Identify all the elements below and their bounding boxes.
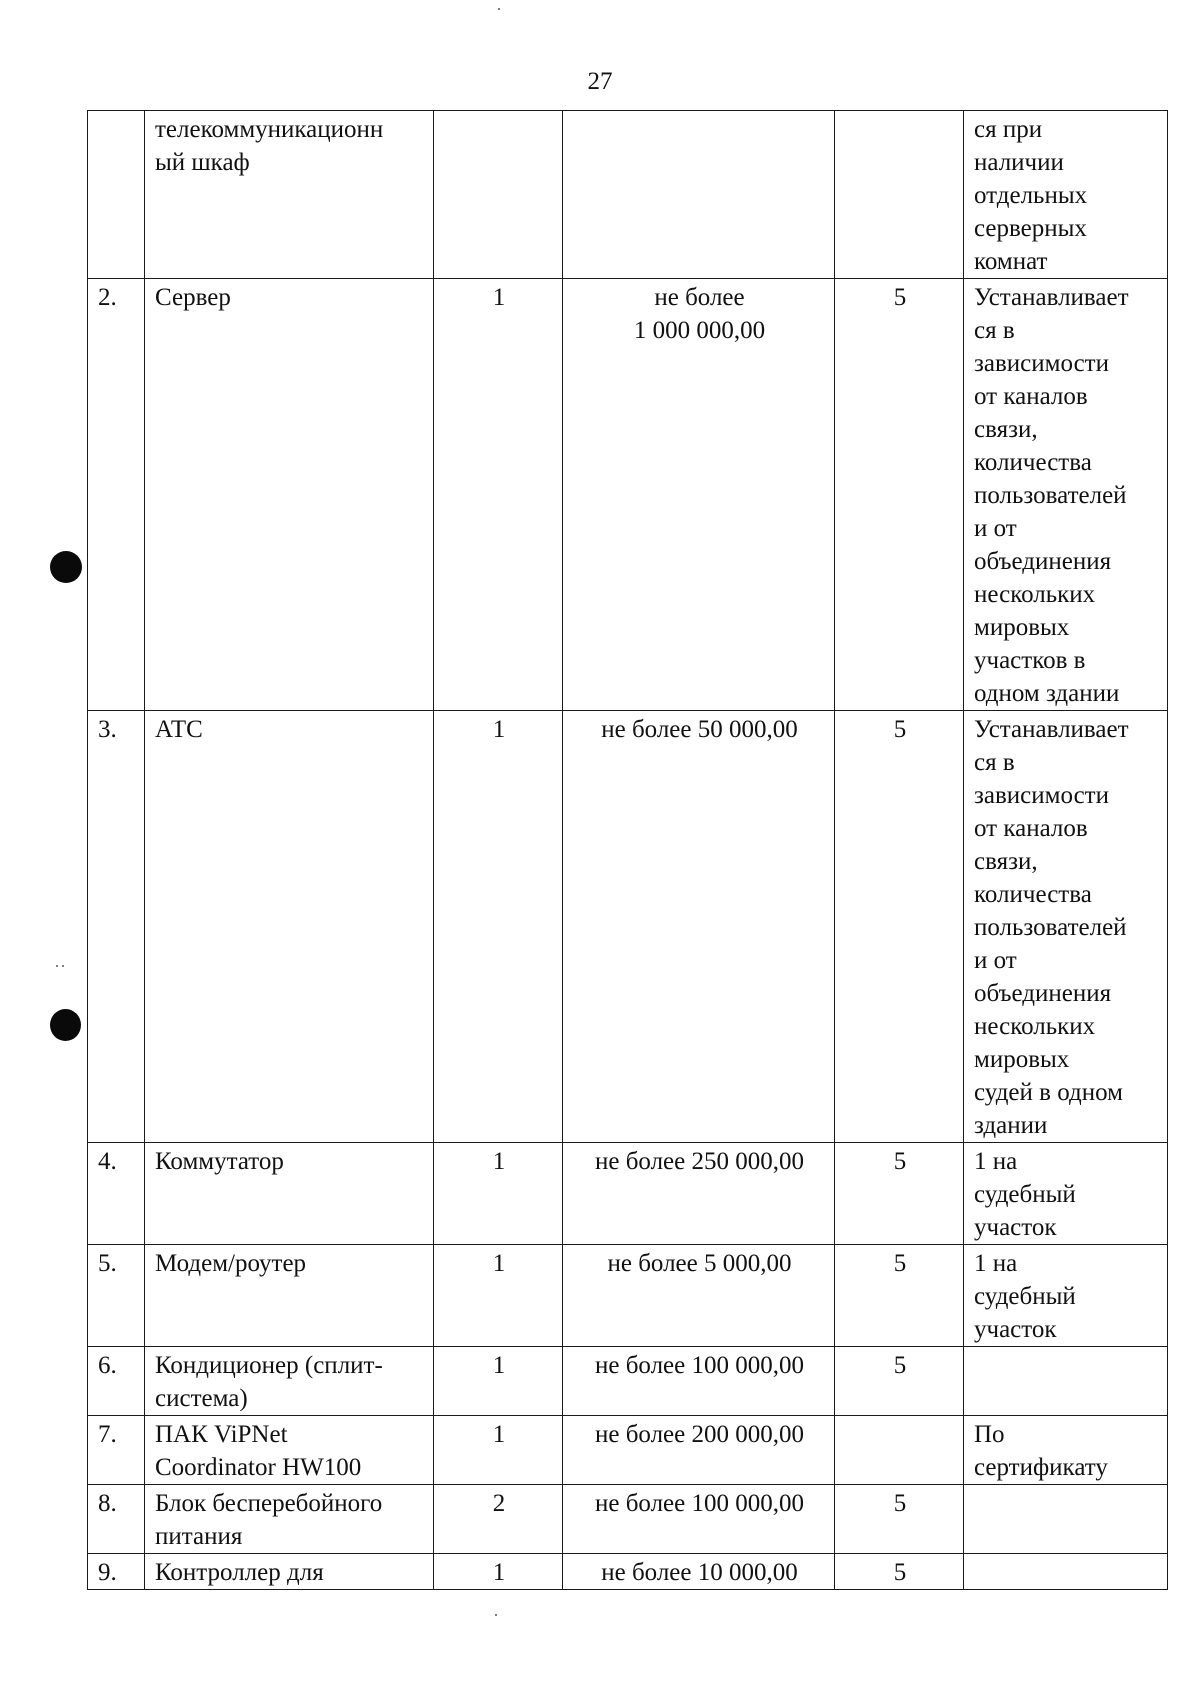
price-cell-line: не более 250 000,00 <box>594 1148 805 1175</box>
service-life-cell: 5 <box>835 1245 964 1347</box>
note-cell <box>964 1245 1168 1347</box>
price-cell <box>563 1416 835 1485</box>
item-name-cell-line: Коммутатор <box>155 1148 284 1175</box>
price-cell <box>563 1485 835 1554</box>
price-cell-line: не более 10 000,00 <box>601 1559 798 1586</box>
note-cell-line: объединения <box>974 980 1112 1007</box>
note-cell-line: и от <box>974 515 1017 542</box>
price-cell <box>563 1143 835 1245</box>
note-cell <box>964 111 1168 279</box>
price-cell <box>563 1347 835 1416</box>
item-name-cell-line: Coordinator HW100 <box>155 1454 362 1481</box>
row-number-cell: 8. <box>88 1485 145 1554</box>
price-cell-line: не более 5 000,00 <box>607 1250 792 1277</box>
note-cell-line: судей в одном <box>974 1079 1123 1106</box>
item-name-cell-line: АТС <box>155 716 203 743</box>
scan-speck <box>62 965 64 967</box>
quantity-cell: 1 <box>434 1245 563 1347</box>
table-row <box>88 1347 1168 1416</box>
note-cell-line: связи, <box>974 416 1038 443</box>
note-cell-line: мировых <box>974 1046 1070 1073</box>
note-cell <box>964 1143 1168 1245</box>
price-cell-line: не более 200 000,00 <box>594 1421 805 1448</box>
price-cell-line: не более 50 000,00 <box>601 716 798 743</box>
scan-speck <box>56 965 58 967</box>
note-cell-line: участок <box>974 1214 1057 1241</box>
item-name-cell-line: Блок бесперебойного <box>155 1490 383 1517</box>
table-row <box>88 279 1168 711</box>
row-number-cell: 4. <box>88 1143 145 1245</box>
punch-hole-mark <box>50 1009 81 1041</box>
price-cell <box>563 279 835 711</box>
note-cell-line: и от <box>974 947 1017 974</box>
note-cell-line: мировых <box>974 614 1070 641</box>
service-life-cell: 5 <box>835 1347 964 1416</box>
item-name-cell-line: Контроллер для <box>155 1559 324 1586</box>
table-row <box>88 111 1168 279</box>
note-cell-line: от каналов <box>974 383 1088 410</box>
price-cell <box>563 1554 835 1590</box>
row-number-cell: 5. <box>88 1245 145 1347</box>
table-row <box>88 1143 1168 1245</box>
note-cell-line: объединения <box>974 548 1112 575</box>
item-name-cell <box>145 1347 434 1416</box>
table-row <box>88 1554 1168 1590</box>
table-row <box>88 711 1168 1143</box>
note-cell-line: Устанавливает <box>974 716 1129 743</box>
price-cell <box>563 1245 835 1347</box>
note-cell-line: зависимости <box>974 782 1109 809</box>
page-number: 27 <box>587 68 613 95</box>
note-cell-line: судебный <box>974 1283 1076 1310</box>
service-life-cell <box>835 1416 964 1485</box>
row-number-cell: 3. <box>88 711 145 1143</box>
price-cell-line: не более 100 000,00 <box>594 1490 805 1517</box>
note-cell-line: участок <box>974 1316 1057 1343</box>
price-cell-line: не более 100 000,00 <box>594 1352 805 1379</box>
service-life-cell <box>835 111 964 279</box>
note-cell-line: 1 на <box>974 1250 1018 1277</box>
quantity-cell: 1 <box>434 1554 563 1590</box>
note-cell-line: от каналов <box>974 815 1088 842</box>
item-name-cell <box>145 1554 434 1590</box>
note-cell-line: зависимости <box>974 350 1109 377</box>
note-cell <box>964 1416 1168 1485</box>
item-name-cell-line: ПАК ViPNet <box>155 1421 288 1448</box>
service-life-cell: 5 <box>835 711 964 1143</box>
item-name-cell-line: телекоммуникационн <box>155 116 384 143</box>
service-life-cell: 5 <box>835 1485 964 1554</box>
note-cell-line: количества <box>974 881 1092 908</box>
item-name-cell <box>145 1485 434 1554</box>
item-name-cell <box>145 1245 434 1347</box>
note-cell-line: комнат <box>974 248 1048 275</box>
note-cell-line: По <box>974 1421 1005 1448</box>
row-number-cell <box>88 111 145 279</box>
item-name-cell <box>145 1143 434 1245</box>
row-number-cell: 7. <box>88 1416 145 1485</box>
row-number-cell: 6. <box>88 1347 145 1416</box>
table-row <box>88 1416 1168 1485</box>
note-cell-line: участков в <box>974 647 1086 674</box>
note-cell-line: ся при <box>974 116 1043 143</box>
note-cell-line: связи, <box>974 848 1038 875</box>
note-cell <box>964 279 1168 711</box>
row-number-cell: 2. <box>88 279 145 711</box>
quantity-cell: 1 <box>434 279 563 711</box>
price-cell-line: 1 000 000,00 <box>633 317 766 344</box>
note-cell-line: серверных <box>974 215 1087 242</box>
quantity-cell: 1 <box>434 1143 563 1245</box>
note-cell-line: количества <box>974 449 1092 476</box>
item-name-cell <box>145 279 434 711</box>
item-name-cell <box>145 1416 434 1485</box>
quantity-cell: 1 <box>434 1416 563 1485</box>
quantity-cell: 2 <box>434 1485 563 1554</box>
note-cell <box>964 711 1168 1143</box>
note-cell-line: одном здании <box>974 680 1120 707</box>
item-name-cell-line: Сервер <box>155 284 231 311</box>
punch-hole-mark <box>50 551 82 583</box>
item-name-cell <box>145 711 434 1143</box>
note-cell-line: нескольких <box>974 581 1096 608</box>
item-name-cell-line: питания <box>155 1523 243 1550</box>
service-life-cell: 5 <box>835 279 964 711</box>
service-life-cell: 5 <box>835 1143 964 1245</box>
quantity-cell <box>434 111 563 279</box>
table-row <box>88 1245 1168 1347</box>
note-cell-line: пользователей <box>974 914 1127 941</box>
note-cell-line: ся в <box>974 317 1015 344</box>
note-cell <box>964 1485 1168 1554</box>
note-cell-line: сертификату <box>974 1454 1108 1481</box>
note-cell-line: Устанавливает <box>974 284 1129 311</box>
note-cell-line: наличии <box>974 149 1064 176</box>
note-cell <box>964 1554 1168 1590</box>
note-cell-line: ся в <box>974 749 1015 776</box>
row-number-cell: 9. <box>88 1554 145 1590</box>
item-name-cell-line: Модем/роутер <box>155 1250 307 1277</box>
note-cell <box>964 1347 1168 1416</box>
quantity-cell: 1 <box>434 711 563 1143</box>
note-cell-line: 1 на <box>974 1148 1018 1175</box>
note-cell-line: нескольких <box>974 1013 1096 1040</box>
service-life-cell: 5 <box>835 1554 964 1590</box>
note-cell-line: отдельных <box>974 182 1088 209</box>
item-name-cell-line: система) <box>155 1385 248 1412</box>
item-name-cell <box>145 111 434 279</box>
note-cell-line: судебный <box>974 1181 1076 1208</box>
equipment-table <box>87 110 1168 1590</box>
price-cell-line: не более <box>654 284 745 311</box>
price-cell <box>563 111 835 279</box>
scan-speck <box>498 8 500 10</box>
item-name-cell-line: Кондиционер (сплит- <box>155 1352 383 1379</box>
price-cell <box>563 711 835 1143</box>
item-name-cell-line: ый шкаф <box>155 149 250 176</box>
quantity-cell: 1 <box>434 1347 563 1416</box>
note-cell-line: здании <box>974 1112 1048 1139</box>
table-row <box>88 1485 1168 1554</box>
scan-speck <box>495 1614 497 1616</box>
note-cell-line: пользователей <box>974 482 1127 509</box>
